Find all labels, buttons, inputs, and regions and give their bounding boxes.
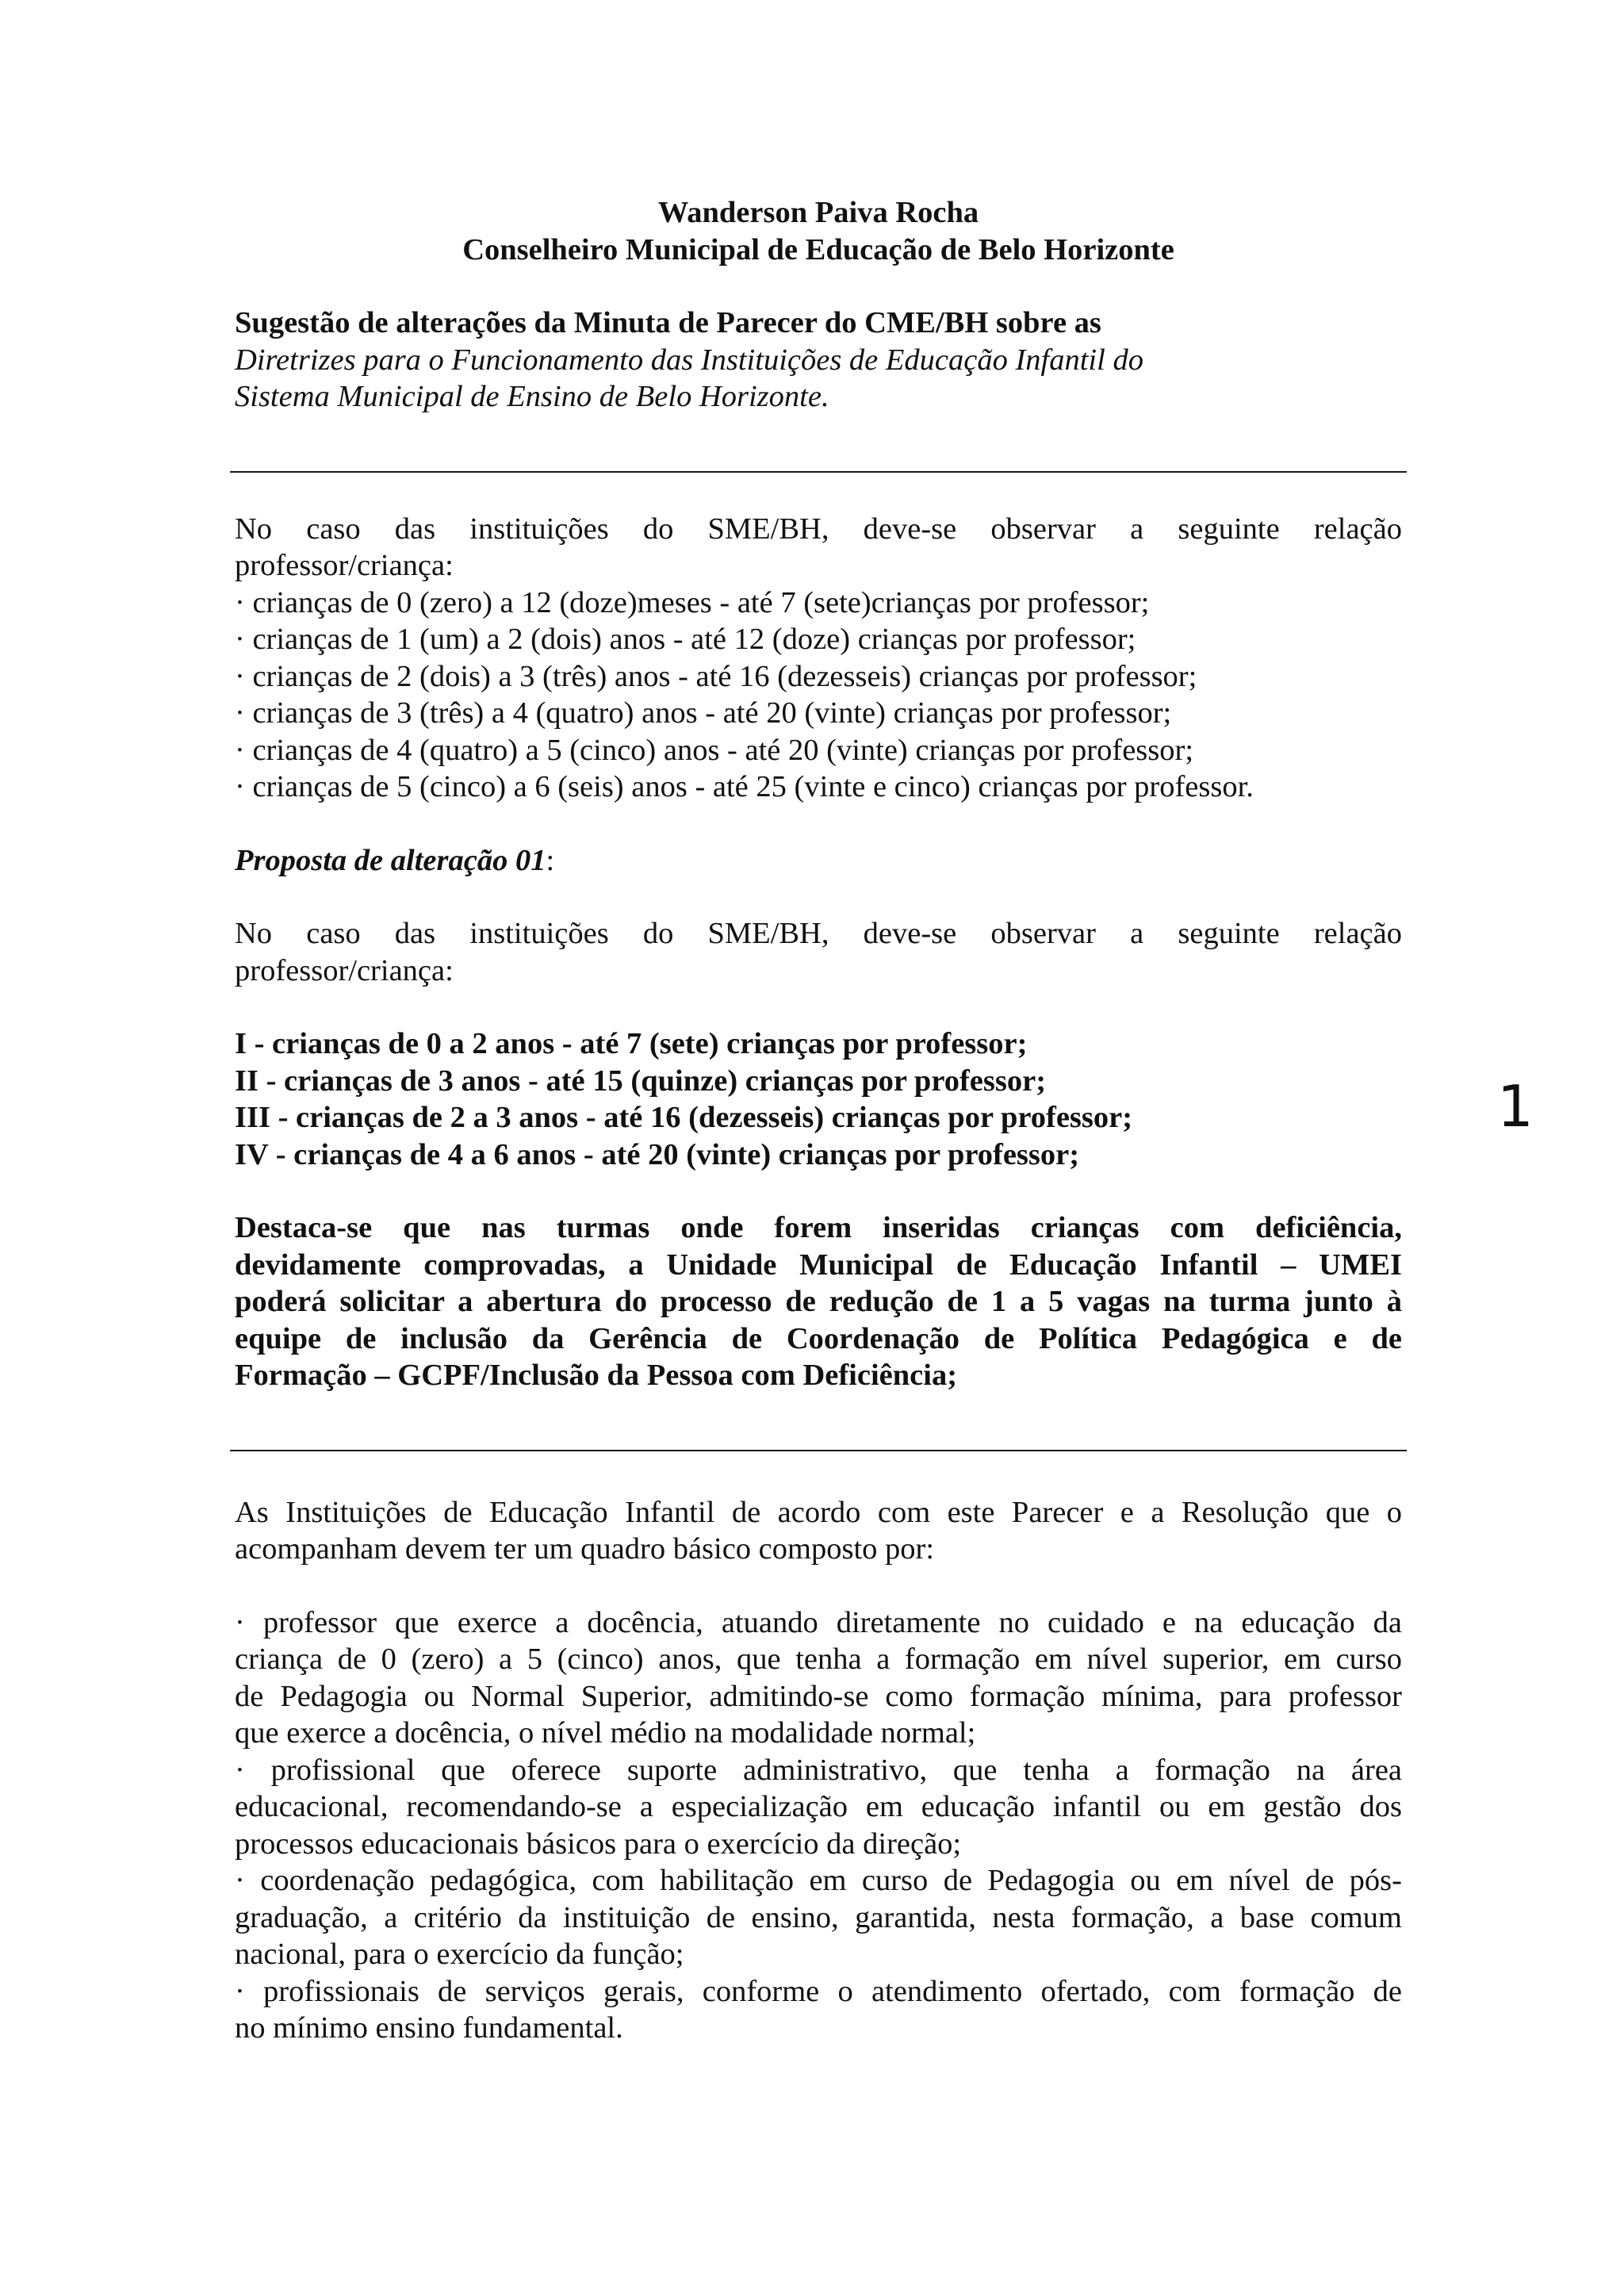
list-item: IV - crianças de 4 a 6 anos - até 20 (vinte) crianças por professor;	[235, 1137, 1080, 1171]
document-header	[235, 194, 1402, 268]
subject-italic-line-1: Diretrizes para o Funcionamento das Instituições de Educação Infantil do	[235, 343, 1143, 377]
subject-bold-line: Sugestão de alterações da Minuta de Parecer do CME/BH sobre as	[235, 306, 1101, 339]
paragraph-gap	[235, 1568, 1402, 1604]
staff-item-line: · profissionais de serviços gerais, conforme o atendimento ofertado, com formação de	[235, 1974, 1402, 2008]
divider-top	[230, 471, 1407, 473]
author-role: Conselheiro Municipal de Educação de Belo Horizonte	[462, 232, 1174, 266]
note-line: devidamente comprovadas, a Unidade Municipal de Educação Infantil – UMEI	[235, 1248, 1402, 1282]
proposal-title: Proposta de alteração 01	[235, 843, 546, 877]
list-item: II - crianças de 3 anos - até 15 (quinze) crianças por professor;	[235, 1064, 1047, 1098]
list-item: · crianças de 5 (cinco) a 6 (seis) anos - até 25 (vinte e cinco) crianças por professor.	[235, 770, 1254, 803]
proposal-intro	[235, 915, 1402, 989]
author-name: Wanderson Paiva Rocha	[657, 196, 979, 229]
staff-item-line: no mínimo ensino fundamental.	[235, 2011, 623, 2045]
note-line: Destaca-se que nas turmas onde forem inseridas crianças com deficiência,	[235, 1211, 1402, 1244]
staff-item-line: · coordenação pedagógica, com habilitação em curso de Pedagogia ou em nível de pós-	[235, 1864, 1402, 1897]
staff-item-line: processos educacionais básicos para o exercício da direção;	[235, 1826, 962, 1861]
staff-item-line: criança de 0 (zero) a 5 (cinco) anos, que tenha a formação em nível superior, em curso	[235, 1642, 1402, 1676]
list-item: · crianças de 2 (dois) a 3 (três) anos - até 16 (dezesseis) crianças por professor;	[235, 659, 1197, 693]
note-line: poderá solicitar a abertura do processo de redução de 1 a 5 vagas na turma junto à	[235, 1285, 1402, 1318]
divider-bottom	[230, 1450, 1407, 1451]
note-line: equipe de inclusão da Gerência de Coordenação de Política Pedagógica e de	[235, 1321, 1402, 1355]
proposal-title-colon: :	[546, 843, 555, 877]
staff-item-line: educacional, recomendando-se a especialização em educação infantil ou em gestão dos	[235, 1790, 1402, 1823]
staff-intro-line: acompanham devem ter um quadro básico composto por:	[235, 1532, 935, 1566]
document-subject	[235, 305, 1402, 416]
list-item: · crianças de 4 (quatro) a 5 (cinco) anos - até 20 (vinte) crianças por professor;	[235, 733, 1194, 767]
staff-section	[235, 1494, 1402, 2047]
proposal-intro-line-1: No caso das instituições do SME/BH, deve-se observar a seguinte relação	[235, 917, 1402, 950]
staff-item-line: que exerce a docência, o nível médio na modalidade normal;	[235, 1716, 976, 1750]
list-item: · crianças de 1 (um) a 2 (dois) anos - até 12 (doze) crianças por professor;	[235, 623, 1136, 656]
proposal-intro-line-2: professor/criança:	[235, 953, 454, 987]
list-item: III - crianças de 2 a 3 anos - até 16 (dezesseis) crianças por professor;	[235, 1101, 1133, 1134]
list-item: · crianças de 0 (zero) a 12 (doze)meses - até 7 (sete)crianças por professor;	[235, 585, 1150, 619]
original-ratio-list	[235, 585, 1402, 806]
note-line: Formação – GCPF/Inclusão da Pessoa com Deficiência;	[235, 1359, 958, 1392]
proposal-disability-note	[235, 1209, 1402, 1394]
staff-item-line: de Pedagogia ou Normal Superior, admitindo-se como formação mínima, para professor	[235, 1679, 1402, 1713]
staff-item-line: nacional, para o exercício da função;	[235, 1938, 684, 1971]
list-item: I - crianças de 0 a 2 anos - até 7 (sete) crianças por professor;	[235, 1027, 1028, 1060]
staff-item-line: · professor que exerce a docência, atuando diretamente no cuidado e na educação da	[235, 1605, 1402, 1639]
document-body	[235, 194, 1402, 2047]
staff-item-line: graduação, a critério da instituição de ensino, garantida, nesta formação, a base comum	[235, 1900, 1402, 1934]
original-intro-line-1: No caso das instituições do SME/BH, deve-se observar a seguinte relação	[235, 512, 1402, 546]
original-text-section	[235, 511, 1402, 806]
page-number: 1	[1497, 1073, 1534, 1140]
subject-italic-line-2: Sistema Municipal de Ensino de Belo Horizonte.	[235, 380, 829, 413]
list-item: · crianças de 3 (três) a 4 (quatro) anos - até 20 (vinte) crianças por professor;	[235, 696, 1172, 730]
staff-intro-line: As Instituições de Educação Infantil de acordo com este Parecer e a Resolução que o	[235, 1495, 1402, 1529]
original-intro-line-2: professor/criança:	[235, 549, 454, 582]
proposal-ratio-list	[235, 1025, 1402, 1173]
proposal-heading	[235, 842, 1402, 880]
staff-item-line: · profissional que oferece suporte administrativo, que tenha a formação na área	[235, 1753, 1402, 1787]
